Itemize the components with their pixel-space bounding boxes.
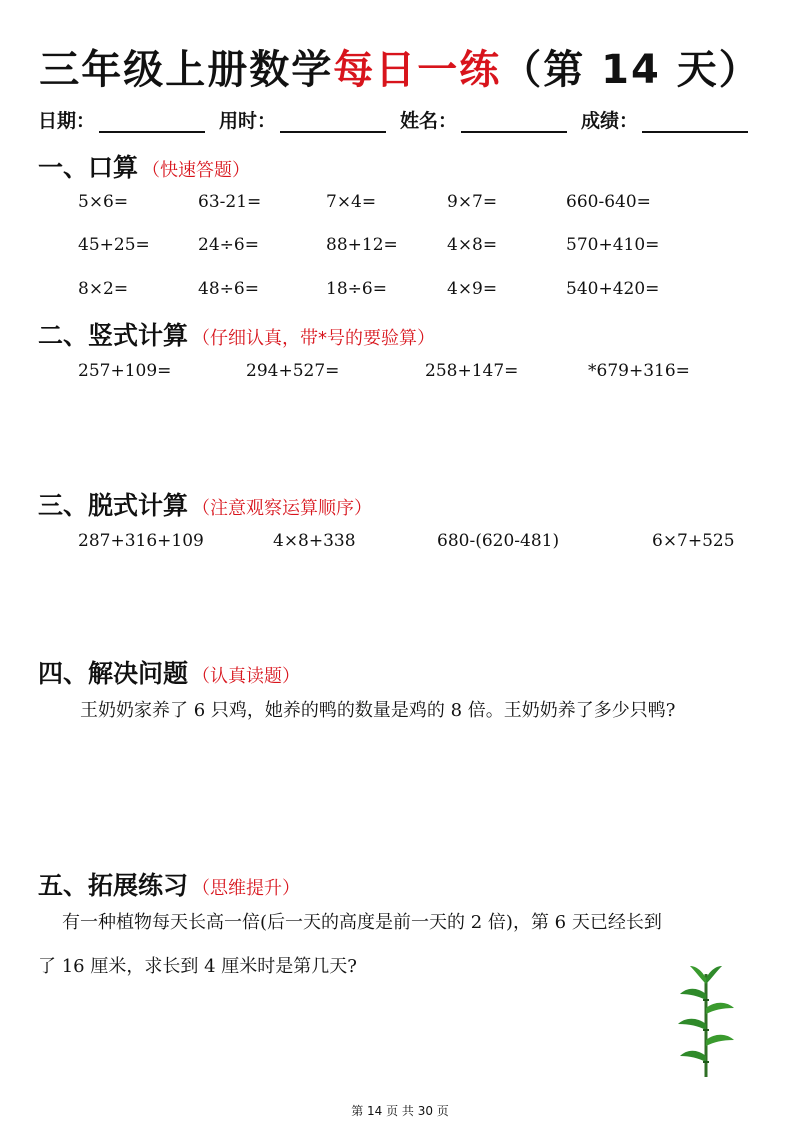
oral-item: 18÷6= [326, 279, 387, 299]
section-1-note: （快速答题） [142, 160, 251, 181]
section-2-title: 二、竖式计算 [38, 321, 189, 350]
info-row [38, 106, 768, 133]
section-1-heading [38, 148, 250, 184]
section-4-heading [38, 654, 300, 690]
time-field [219, 106, 386, 133]
bamboo-plant-icon [676, 964, 736, 1079]
section-3-title: 三、脱式计算 [38, 491, 189, 520]
date-label: 日期： [38, 110, 96, 132]
page-title [0, 38, 800, 95]
vertical-calc-item: 294+527= [246, 361, 340, 381]
section-5-heading [38, 866, 300, 902]
section-2-note: （仔细认真，带*号的要验算） [192, 328, 436, 349]
name-field [400, 106, 567, 133]
vertical-calc-item: 258+147= [425, 361, 519, 381]
name-label: 姓名： [400, 110, 458, 132]
section-4-title: 四、解决问题 [38, 659, 189, 688]
time-blank[interactable] [280, 111, 386, 133]
date-field [38, 106, 205, 133]
extension-line-1: 有一种植物每天长高一倍(后一天的高度是前一天的 2 倍)，第 6 天已经长到 [62, 912, 662, 933]
oral-item: 63-21= [198, 192, 262, 212]
oral-item: 45+25= [78, 235, 150, 255]
section-4-note: （认真读题） [192, 666, 301, 687]
title-daily-practice: 每日一练 [333, 47, 502, 93]
section-2-heading [38, 316, 435, 352]
oral-item: 8×2= [78, 279, 129, 299]
title-day: （第 14 天） [501, 47, 761, 93]
problem-text: 王奶奶家养了 6 只鸡，她养的鸭的数量是鸡的 8 倍。王奶奶养了多少只鸭? [80, 700, 676, 721]
oral-item: 24÷6= [198, 235, 259, 255]
section-5-note: （思维提升） [192, 878, 301, 899]
score-field [581, 106, 748, 133]
time-label: 用时： [219, 110, 277, 132]
score-blank[interactable] [642, 111, 748, 133]
name-blank[interactable] [461, 111, 567, 133]
oral-item: 9×7= [447, 192, 498, 212]
section-3-note: （注意观察运算顺序） [192, 498, 373, 519]
stepwise-calc-item: 287+316+109 [78, 531, 204, 551]
oral-item: 88+12= [326, 235, 398, 255]
stepwise-calc-item: 6×7+525 [652, 531, 735, 551]
score-label: 成绩： [581, 110, 639, 132]
oral-item: 48÷6= [198, 279, 259, 299]
stepwise-calc-item: 680-(620-481) [437, 531, 560, 551]
title-grade: 三年级上册数学 [39, 47, 334, 93]
section-5-title: 五、拓展练习 [38, 871, 189, 900]
oral-item: 4×9= [447, 279, 498, 299]
date-blank[interactable] [99, 111, 205, 133]
stepwise-calc-item: 4×8+338 [273, 531, 356, 551]
oral-item: 540+420= [566, 279, 660, 299]
vertical-calc-item: 257+109= [78, 361, 172, 381]
extension-line-2: 了 16 厘米，求长到 4 厘米时是第几天? [38, 956, 357, 977]
oral-item: 4×8= [447, 235, 498, 255]
oral-item: 570+410= [566, 235, 660, 255]
oral-item: 660-640= [566, 192, 651, 212]
section-3-heading [38, 486, 372, 522]
section-1-title: 一、口算 [38, 153, 139, 182]
oral-item: 5×6= [78, 192, 129, 212]
oral-item: 7×4= [326, 192, 377, 212]
page-footer: 第 14 页 共 30 页 [351, 1104, 449, 1118]
vertical-calc-item: *679+316= [588, 361, 690, 381]
